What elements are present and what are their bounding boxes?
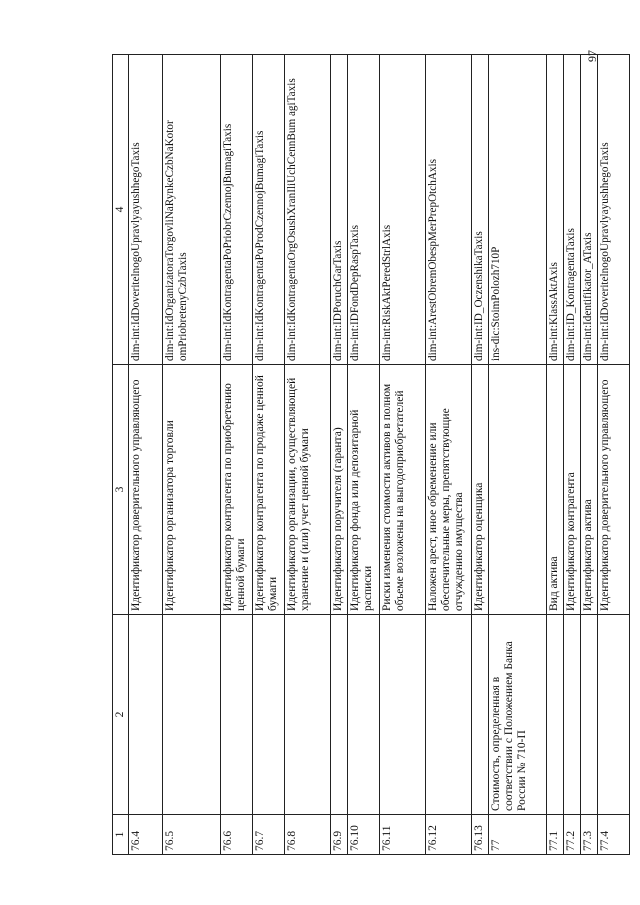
row-code: dim-int:IdDoveritelnogoUpravlyayushhegoTaxis — [598, 55, 630, 365]
row-title — [348, 615, 380, 815]
classification-table — [112, 54, 630, 855]
row-title — [221, 615, 253, 815]
row-title — [426, 615, 472, 815]
row-number: 76.10 — [348, 815, 380, 855]
row-number: 76.12 — [426, 815, 472, 855]
column-header-3: 3 — [113, 365, 129, 615]
row-title — [285, 615, 331, 815]
row-number: 76.13 — [472, 815, 489, 855]
row-title — [547, 615, 564, 815]
table-row — [598, 55, 630, 855]
table-row — [348, 55, 380, 855]
table-row — [564, 55, 581, 855]
row-number: 76.4 — [129, 815, 163, 855]
row-description: Идентификатор доверительного управляющего — [598, 365, 630, 615]
row-description: Идентификатор контрагента по приобретению ценной бумаги — [221, 365, 253, 615]
row-number: 77.1 — [547, 815, 564, 855]
table-row — [581, 55, 598, 855]
table-row — [380, 55, 426, 855]
row-number: 77.2 — [564, 815, 581, 855]
table-row — [221, 55, 253, 855]
row-number: 76.5 — [163, 815, 221, 855]
row-code: dim-int:ID_KontragentaTaxis — [564, 55, 581, 365]
row-description: Идентификатор организатора торговли — [163, 365, 221, 615]
row-number: 76.7 — [253, 815, 285, 855]
column-header-2: 2 — [113, 615, 129, 815]
row-number: 77.3 — [581, 815, 598, 855]
row-code: dim-int:Identifikator_ATaxis — [581, 55, 598, 365]
row-number: 77.4 — [598, 815, 630, 855]
row-number: 77 — [489, 815, 547, 855]
row-code: dim-int:IdKontragentaOrgOsushXranIliUchCennBum agiTaxis — [285, 55, 331, 365]
row-code: dim-int:IdKontragentaPoProdCzennojBumagiTaxis — [253, 55, 285, 365]
row-code: ins-dic:StoimPolozh710P — [489, 55, 547, 365]
row-description: Идентификатор контрагента по продаже ценной бумаги — [253, 365, 285, 615]
row-number: 76.11 — [380, 815, 426, 855]
column-header-1: 1 — [113, 815, 129, 855]
row-title — [253, 615, 285, 815]
table-row — [331, 55, 348, 855]
row-title — [331, 615, 348, 815]
row-number: 76.8 — [285, 815, 331, 855]
row-description — [489, 365, 547, 615]
row-title — [581, 615, 598, 815]
row-code: dim-int:IDPoruchGarTaxis — [331, 55, 348, 365]
row-title — [598, 615, 630, 815]
row-description: Идентификатор фонда или депозитарной расписки — [348, 365, 380, 615]
row-description: Идентификатор организации, осуществляющей хранение и (или) учет ценной бумаги — [285, 365, 331, 615]
row-description: Наложен арест, иное обременение или обеспечительные меры, препятствующие отчуждению имущества — [426, 365, 472, 615]
row-code: dim-int:IdDoveritelnogoUpravlyayushhegoTaxis — [129, 55, 163, 365]
table-row — [253, 55, 285, 855]
row-code: dim-int:ID_OczenshikaTaxis — [472, 55, 489, 365]
row-title — [380, 615, 426, 815]
row-number: 76.9 — [331, 815, 348, 855]
table-row — [129, 55, 163, 855]
row-title — [564, 615, 581, 815]
table-header-row — [113, 55, 129, 855]
column-header-4: 4 — [113, 55, 129, 365]
row-code: dim-int:IDFondDepRaspTaxis — [348, 55, 380, 365]
row-description: Вид актива — [547, 365, 564, 615]
table-row — [547, 55, 564, 855]
row-code: dim-int:KlassAktAxis — [547, 55, 564, 365]
row-code: dim-int:IdKontragentaPoPriobrCzennojBumagiTaxis — [221, 55, 253, 365]
row-description: Идентификатор поручителя (гаранта) — [331, 365, 348, 615]
row-description: Идентификатор актива — [581, 365, 598, 615]
row-description: Риски изменения стоимости активов в полном объеме возложены на выгодоприобретателей — [380, 365, 426, 615]
row-title — [163, 615, 221, 815]
page-number: 97 — [585, 50, 599, 62]
row-code: dim-int:RiskAktPeredStrlAxis — [380, 55, 426, 365]
row-description: Идентификатор доверительного управляющего — [129, 365, 163, 615]
row-code: dim-int:IdOrganizatoraTorgovliNaRynkeCzbNaKotor omPriobretenyCzbTaxis — [163, 55, 221, 365]
row-title — [472, 615, 489, 815]
table-row — [163, 55, 221, 855]
table-row — [285, 55, 331, 855]
table-row — [489, 55, 547, 855]
row-code: dim-int:ArestObremObespMerPrepOtchAxis — [426, 55, 472, 365]
row-description: Идентификатор оценщика — [472, 365, 489, 615]
row-number: 76.6 — [221, 815, 253, 855]
row-title — [129, 615, 163, 815]
row-description: Идентификатор контрагента — [564, 365, 581, 615]
table-row — [472, 55, 489, 855]
table-row — [426, 55, 472, 855]
row-title: Стоимость, определенная в соответствии с Положением Банка России № 710-П — [489, 615, 547, 815]
